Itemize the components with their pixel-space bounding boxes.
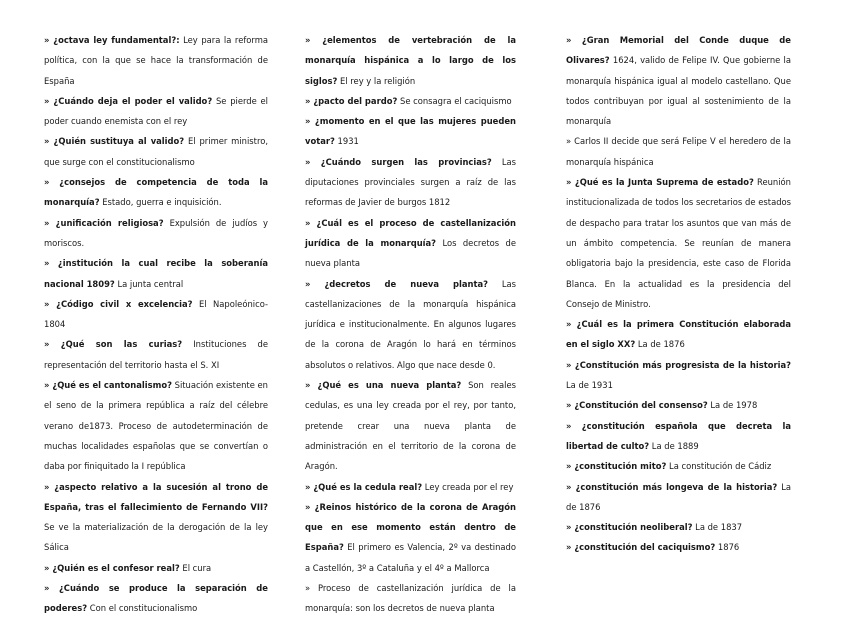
question: » ¿constitución mito?	[566, 461, 667, 472]
qa-entry	[305, 91, 516, 111]
answer: Los decretos de nueva planta	[305, 237, 516, 269]
answer: La de 1889	[651, 440, 699, 451]
qa-entry	[44, 91, 268, 132]
note: » Carlos II decide que será Felipe V el heredero de la monarquía hispánica	[566, 136, 791, 167]
answer: Instituciones de representación del territorio hasta el S. XI	[44, 339, 268, 370]
question: » ¿unificación religiosa?	[44, 217, 164, 228]
answer: Se pierde el poder cuando enemista con el rey	[44, 95, 268, 127]
answer: El cura	[182, 562, 212, 573]
qa-entry	[566, 517, 791, 537]
answer: Ley creada por el rey	[424, 481, 514, 492]
qa-entry	[305, 375, 516, 476]
question: » ¿elementos de vertebración de la monarquía hispánica a lo largo de los siglos?	[305, 35, 516, 86]
answer: Son reales cedulas, es una ley creada por el rey, por tanto, pretende crear una nueva planta de administración en el territorio de la corona de Aragón.	[305, 380, 516, 472]
question: » ¿momento en el que las mujeres pueden votar?	[305, 116, 516, 147]
answer: La de 1876	[566, 481, 791, 512]
qa-entry	[44, 558, 268, 578]
qa-entry	[44, 253, 268, 294]
qa-entry	[305, 578, 516, 619]
question: » ¿constitución española que decreta la libertad de culto?	[566, 420, 791, 451]
answer: Se ve la materialización de la derogación de la ley Sálica	[44, 522, 268, 553]
question: » ¿Cuándo surgen las provincias?	[305, 156, 492, 167]
qa-entry	[566, 30, 791, 131]
question: » ¿Qué es el cantonalismo?	[44, 380, 172, 391]
answer: La constitución de Cádiz	[669, 461, 772, 472]
answer: 1876	[717, 542, 740, 553]
answer: Estado, guerra e inquisición.	[102, 197, 222, 208]
answer: Ley para la reforma política, con la que se hace la transformación de España	[44, 35, 269, 86]
qa-entry	[44, 30, 268, 91]
answer: La junta central	[117, 278, 184, 289]
answer: Situación existente en el seno de la primera república a raíz del célebre verano de1873. Proceso de autodeterminación de muchas localidades españolas que se convertían o daba por finiquitado la I república	[44, 380, 268, 472]
qa-entry	[566, 131, 791, 172]
answer: Se consagra el caciquismo	[400, 95, 512, 106]
question: » ¿Gran Memorial del Conde duque de Olivares?	[566, 35, 791, 66]
answer: Expulsión de judíos y moriscos.	[44, 217, 269, 248]
question: » ¿Código civil x excelencia?	[44, 298, 193, 309]
question: » ¿pacto del pardo?	[305, 95, 398, 106]
qa-entry	[44, 578, 268, 619]
question: » ¿Cuál es la primera Constitución elaborada en el siglo XX?	[566, 319, 791, 350]
answer: Las castellanizaciones de la monarquía hispánica jurídica e institucionalmente. En algunos lugares de la corona de Aragón lo hará en términos absolutos o relativos. Algo que nace desde 0.	[305, 278, 516, 370]
answer: La de 1876	[637, 339, 685, 350]
answer: El primero es Valencia, 2º va destinado a Castellón, 3º a Cataluña y el 4º a Mallorca	[305, 542, 516, 573]
question: » ¿Qué es una nueva planta?	[305, 380, 462, 391]
answer: 1931	[337, 136, 359, 147]
qa-entry	[44, 477, 268, 558]
column-1	[44, 30, 268, 619]
qa-entry	[566, 355, 791, 396]
qa-entry	[44, 334, 268, 375]
qa-entry	[566, 456, 791, 476]
qa-entry	[305, 213, 516, 274]
answer: El rey y la religión	[340, 75, 416, 86]
qa-entry	[44, 213, 268, 254]
question: » ¿Cuál es el proceso de castellanización jurídica de la monarquía?	[305, 217, 516, 248]
answer: El Napoleónico- 1804	[44, 298, 268, 330]
qa-entry	[305, 30, 516, 91]
question: » ¿institución la cual recibe la soberanía nacional 1809?	[44, 258, 268, 289]
question: » ¿Constitución más progresista de la historia?	[566, 359, 791, 370]
qa-entry	[566, 395, 791, 415]
question: » ¿Quién es el confesor real?	[44, 562, 180, 573]
answer: El primer ministro, que surge con el constitucionalismo	[44, 136, 268, 167]
qa-entry	[44, 172, 268, 213]
qa-entry	[566, 477, 791, 518]
qa-entry	[305, 111, 516, 152]
question: » ¿Qué es la cedula real?	[305, 481, 423, 492]
qa-entry	[305, 274, 516, 375]
question: » ¿Cuándo deja el poder el valido?	[44, 95, 213, 106]
question: » ¿constitución del caciquismo?	[566, 542, 716, 553]
question: » ¿constitución neoliberal?	[566, 522, 693, 533]
answer: Las diputaciones provinciales surgen a raíz de las reformas de Javier de burgos 1812	[305, 156, 516, 208]
question: » ¿Cuándo se produce la separación de poderes?	[44, 583, 268, 614]
question: » ¿aspecto relativo a la sucesión al trono de España, tras el fallecimiento de Fernando VII?	[44, 481, 268, 512]
question: » ¿Qué son las curias?	[44, 339, 183, 350]
question: » ¿Qué es la Junta Suprema de estado?	[566, 177, 754, 188]
question: » ¿consejos de competencia de toda la monarquía?	[44, 177, 268, 208]
question: » ¿decretos de nueva planta?	[305, 278, 489, 289]
column-3	[566, 30, 791, 558]
qa-entry	[44, 294, 268, 335]
answer: Con el constitucionalismo	[89, 603, 198, 614]
qa-entry	[44, 375, 268, 476]
qa-entry	[566, 537, 791, 557]
answer: 1624, valido de Felipe IV. Que gobierne la monarquía hispánica igual al modelo castellano. Que todos contribuyan por igual al sostenimiento de la monarquía	[566, 55, 791, 127]
answer: La de 1931	[566, 380, 613, 391]
qa-entry	[566, 416, 791, 457]
qa-entry	[566, 172, 791, 314]
question: » ¿Constitución del consenso?	[566, 400, 708, 411]
question: » ¿octava ley fundamental?:	[44, 35, 180, 45]
answer: Reunión institucionalizada de todos los secretarios de estados de despacho para tratar los asuntos que van más de un ámbito competencia. Se reunían de manera obligatoria bajo la presidencia, este caso de Florida Blanca. En la actualidad es la presidencia del Consejo de Ministro.	[566, 177, 791, 309]
question: » ¿Reinos histórico de la corona de Aragón que en ese momento están dentro de España?	[305, 501, 516, 553]
qa-entry	[305, 497, 516, 578]
note: » Proceso de castellanización jurídica de la monarquía: son los decretos de nueva planta	[305, 583, 516, 614]
answer: La de 1978	[710, 400, 758, 411]
answer: La de 1837	[695, 522, 743, 533]
qa-entry	[566, 314, 791, 355]
question: » ¿constitución más longeva de la historia?	[566, 481, 778, 492]
qa-entry	[305, 152, 516, 213]
qa-entry	[44, 131, 268, 172]
qa-entry	[305, 477, 516, 497]
column-2	[305, 30, 516, 619]
question: » ¿Quién sustituya al valido?	[44, 136, 185, 147]
